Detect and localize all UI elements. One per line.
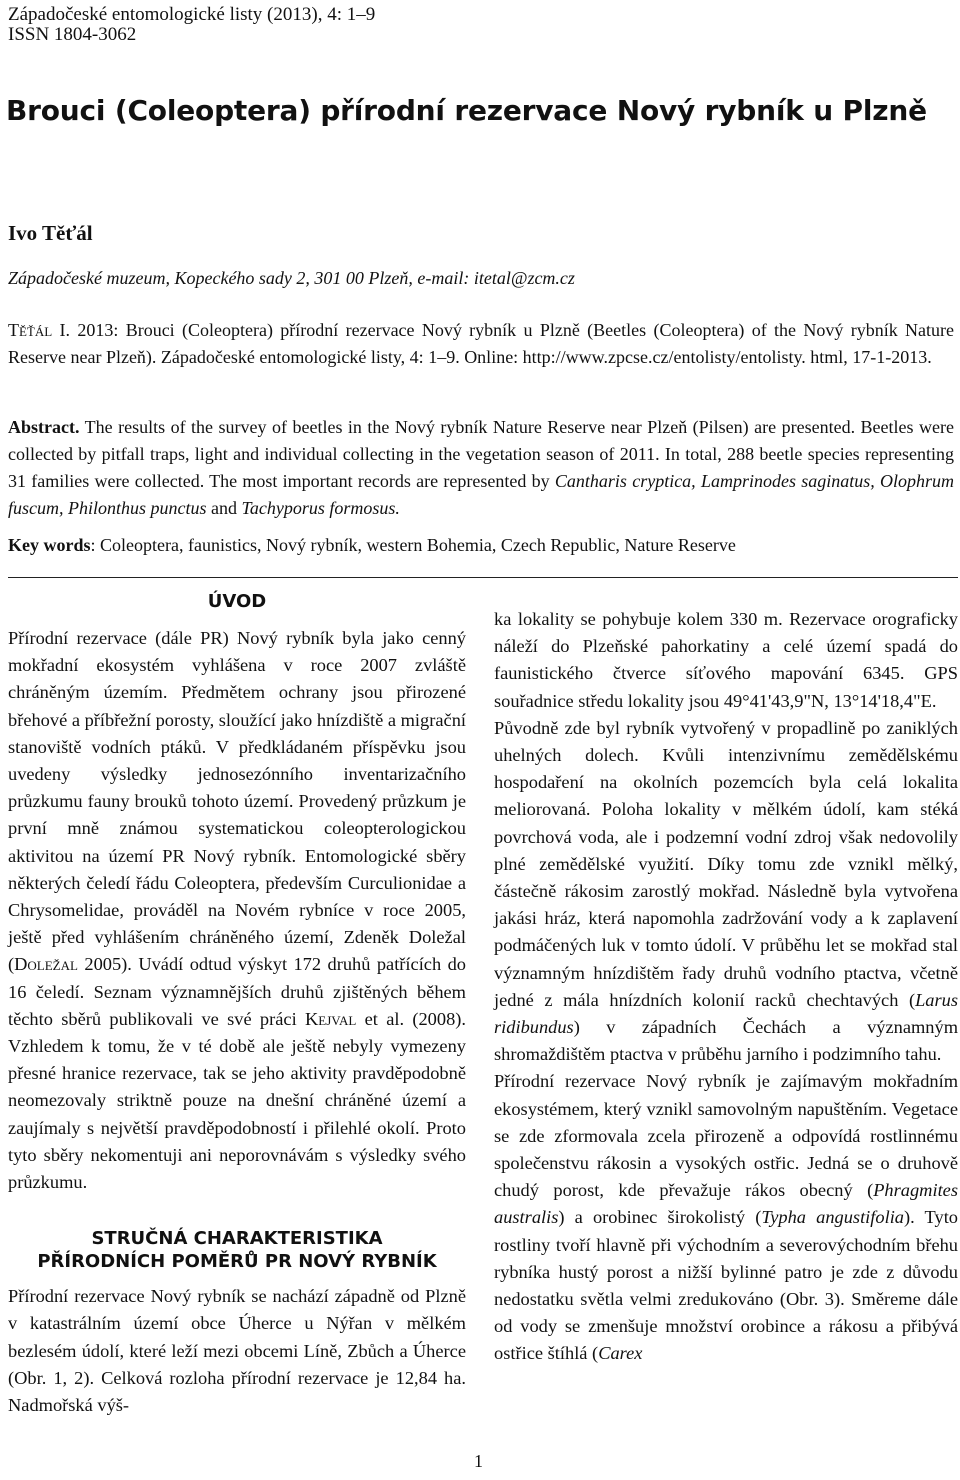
author-affiliation: Západočeské muzeum, Kopeckého sady 2, 301 00 Plzeň, e-mail: itetal@zcm.cz — [8, 268, 575, 288]
species-name: Phragmites australis — [494, 1180, 958, 1228]
text-run: et al. (2008). Vzhledem k tomu, že v té době ale ještě nebyly vymezeny přesné hranice rezervace, tak se jeho aktivity pravděpodobně neomezovaly striktně pouze na dnešní chráněné území a zaujímaly s největší pravděpodobností i přilehlé okolí. Proto tyto sběry nekomentuji ani neporovnávám s výsledky svého průzkumu. — [8, 1008, 466, 1193]
heading-line: PŘÍRODNÍCH POMĚRŮ PR NOVÝ RYBNÍK — [37, 1251, 437, 1273]
section-divider — [8, 577, 958, 578]
keywords-label: Key words — [8, 535, 91, 555]
text-run: 2005). Uvádí odtud výskyt 172 druhů patřících do 16 čeledí. Seznam významnějších druhů zjištěných během těchto sběrů publikovali ve své práci — [8, 954, 466, 1029]
author-name: Ivo Těťál — [8, 221, 93, 245]
keywords-text: : Coleoptera, faunistics, Nový rybník, western Bohemia, Czech Republic, Nature Reserve — [90, 535, 736, 555]
section-heading-uvod: ÚVOD — [207, 591, 267, 612]
page-number: 1 — [474, 1451, 483, 1471]
right-column — [494, 606, 958, 1368]
journal-header: Západočeské entomologické listy (2013), 4: 1–9 — [8, 4, 376, 25]
left-column — [8, 625, 466, 1419]
heading-line: STRUČNÁ CHARAKTERISTIKA — [91, 1228, 383, 1250]
citation — [8, 317, 954, 371]
text-run: Původně zde byl rybník vytvořený v propadlině po zaniklých uhelných dolech. Kvůli intenzivnímu zemědělskému hospodaření na okolních pozemcích byla celá lokalita meliorovaná. Poloha lokality v mělkém údolí, kam stéká povrchová voda, ale i podzemní vodní zdroj však nedovolily plné zemědělské využití. Díky tomu zde vznikl mělký, částečně rákosim zarostlý mokřad. Následně byla vytvořena jakási hráz, která napomohla zadržování vody a k zaplavení podmáčených luk v tomto údolí. V průběhu let se mokřad stal významným hnízdištěm řady druhů vodního ptactva, včetně jedné z mála hnízdních kolonií racků chechtavých ( — [494, 717, 958, 1010]
species-name: Carex — [598, 1343, 643, 1364]
paragraph-history — [494, 715, 958, 1069]
species-name: Typha angustifolia — [761, 1207, 905, 1228]
abstract-text: The results of the survey of beetles in the Nový rybník Nature Reserve near Plzeň (Pilsen) are presented. Beetles were collected by pitfall traps, light and individual collecting in the vegetation season of 2011. In total, 288 beetle species representing 31 families were collected. The most important records are represented by — [8, 417, 954, 491]
issn: ISSN 1804-3062 — [8, 24, 137, 45]
abstract-and: and — [211, 498, 237, 518]
abstract-species-last: Tachyporus formosus. — [241, 498, 400, 518]
keywords — [8, 532, 954, 559]
text-run: Přírodní rezervace Nový rybník je zajímavým mokřadním ekosystémem, který vznikl samovolným napuštěním. Vegetace se zde zformovala zcela přirozeně a odpovídá rostlinnému společenstvu rákosin a vysokých ostřic. Jedná se o druhově chudý porost, kde převažuje rákos obecný ( — [494, 1071, 958, 1201]
text-run: ) a orobinec širokolistý ( — [558, 1207, 762, 1228]
text-run: Přírodní rezervace (dále PR) Nový rybník byla jako cenný mokřadní ekosystém vyhlášena v roce 2007 zvláště chráněným územím. Předmětem ochrany jsou přirozené břehové a příbřežní porosty, sloužící jako hnízdiště a migrační stanoviště vodních ptáků. V předkládaném příspěvku jsou uvedeny výsledky jednosezónního inventarizačního průzkumu fauny brouků tohoto území. Provedený průzkum je první mně známou systematickou coleopterologickou aktivitou na území PR Nový rybník. Entomologické sběry některých čeledí řádu Coleoptera, především Curculionidae a Chrysomelidae, prováděl na Novém rybníce v roce 2005, ještě před vyhlášením chráněného území, Zdeněk Doležal ( — [8, 628, 466, 975]
section-heading-characteristics — [8, 1227, 466, 1273]
paragraph-vegetation — [494, 1068, 958, 1367]
abstract-label: Abstract. — [8, 417, 80, 437]
paragraph-location: Přírodní rezervace Nový rybník se nachází západně od Plzně v katastrálním území obce Úherce u Nýřan v mělkém bezlesém údolí, které leží mezi obcemi Líně, Zbůch a Úherce (Obr. 1, 2). Celková rozloha přírodní rezervace je 12,84 ha. Nadmořská výš- — [8, 1286, 466, 1416]
article-title: Brouci (Coleoptera) přírodní rezervace Nový rybník u Plzně — [6, 94, 927, 127]
abstract — [8, 414, 954, 522]
paragraph-altitude: ka lokality se pohybuje kolem 330 m. Rezervace orograficky náleží do Plzeňské pahorkatiny a celé území spadá do faunistického čtverce síťového mapování 6345. GPS souřadnice středu lokality jsou 49°41'43,9"N, 13°14'18,4"E. — [494, 609, 958, 711]
species-name: Larus ridibundus — [494, 989, 958, 1038]
paragraph-uvod — [8, 625, 466, 1196]
abstract-species-list: Cantharis cryptica, Lamprinodes saginatus, Olophrum fuscum, Philonthus punctus — [8, 471, 955, 518]
citation-author: Těťál — [8, 320, 53, 340]
text-run: ). Tyto rostliny tvoří hlavně při východním a severovýchodním břehu rybníka hustý porost a nižší bylinné patro je zde z důvodu nedostatku světla velmi zredukováno (Obr. 3). Směreme dále od vody se zmenšuje množství orobince a rákosu a přibývá ostřice štíhlá ( — [494, 1207, 958, 1364]
citation-text: I. 2013: Brouci (Coleoptera) přírodní rezervace Nový rybník u Plzně (Beetles (Coleoptera) of the Nový rybník Nature Reserve near Plzeň). Západočeské entomologické listy, 4: 1–9. Online: http://www.zpcse.cz/entolisty/entolisty. html, 17-1-2013. — [8, 320, 954, 367]
text-run: ) v západních Čechách a významným shromaždištěm ptactva v průběhu jarního i podzimního tahu. — [494, 1017, 958, 1065]
cited-author-kejval: Kejval — [304, 1008, 357, 1029]
cited-author-dolezal: Doležal — [14, 954, 78, 975]
